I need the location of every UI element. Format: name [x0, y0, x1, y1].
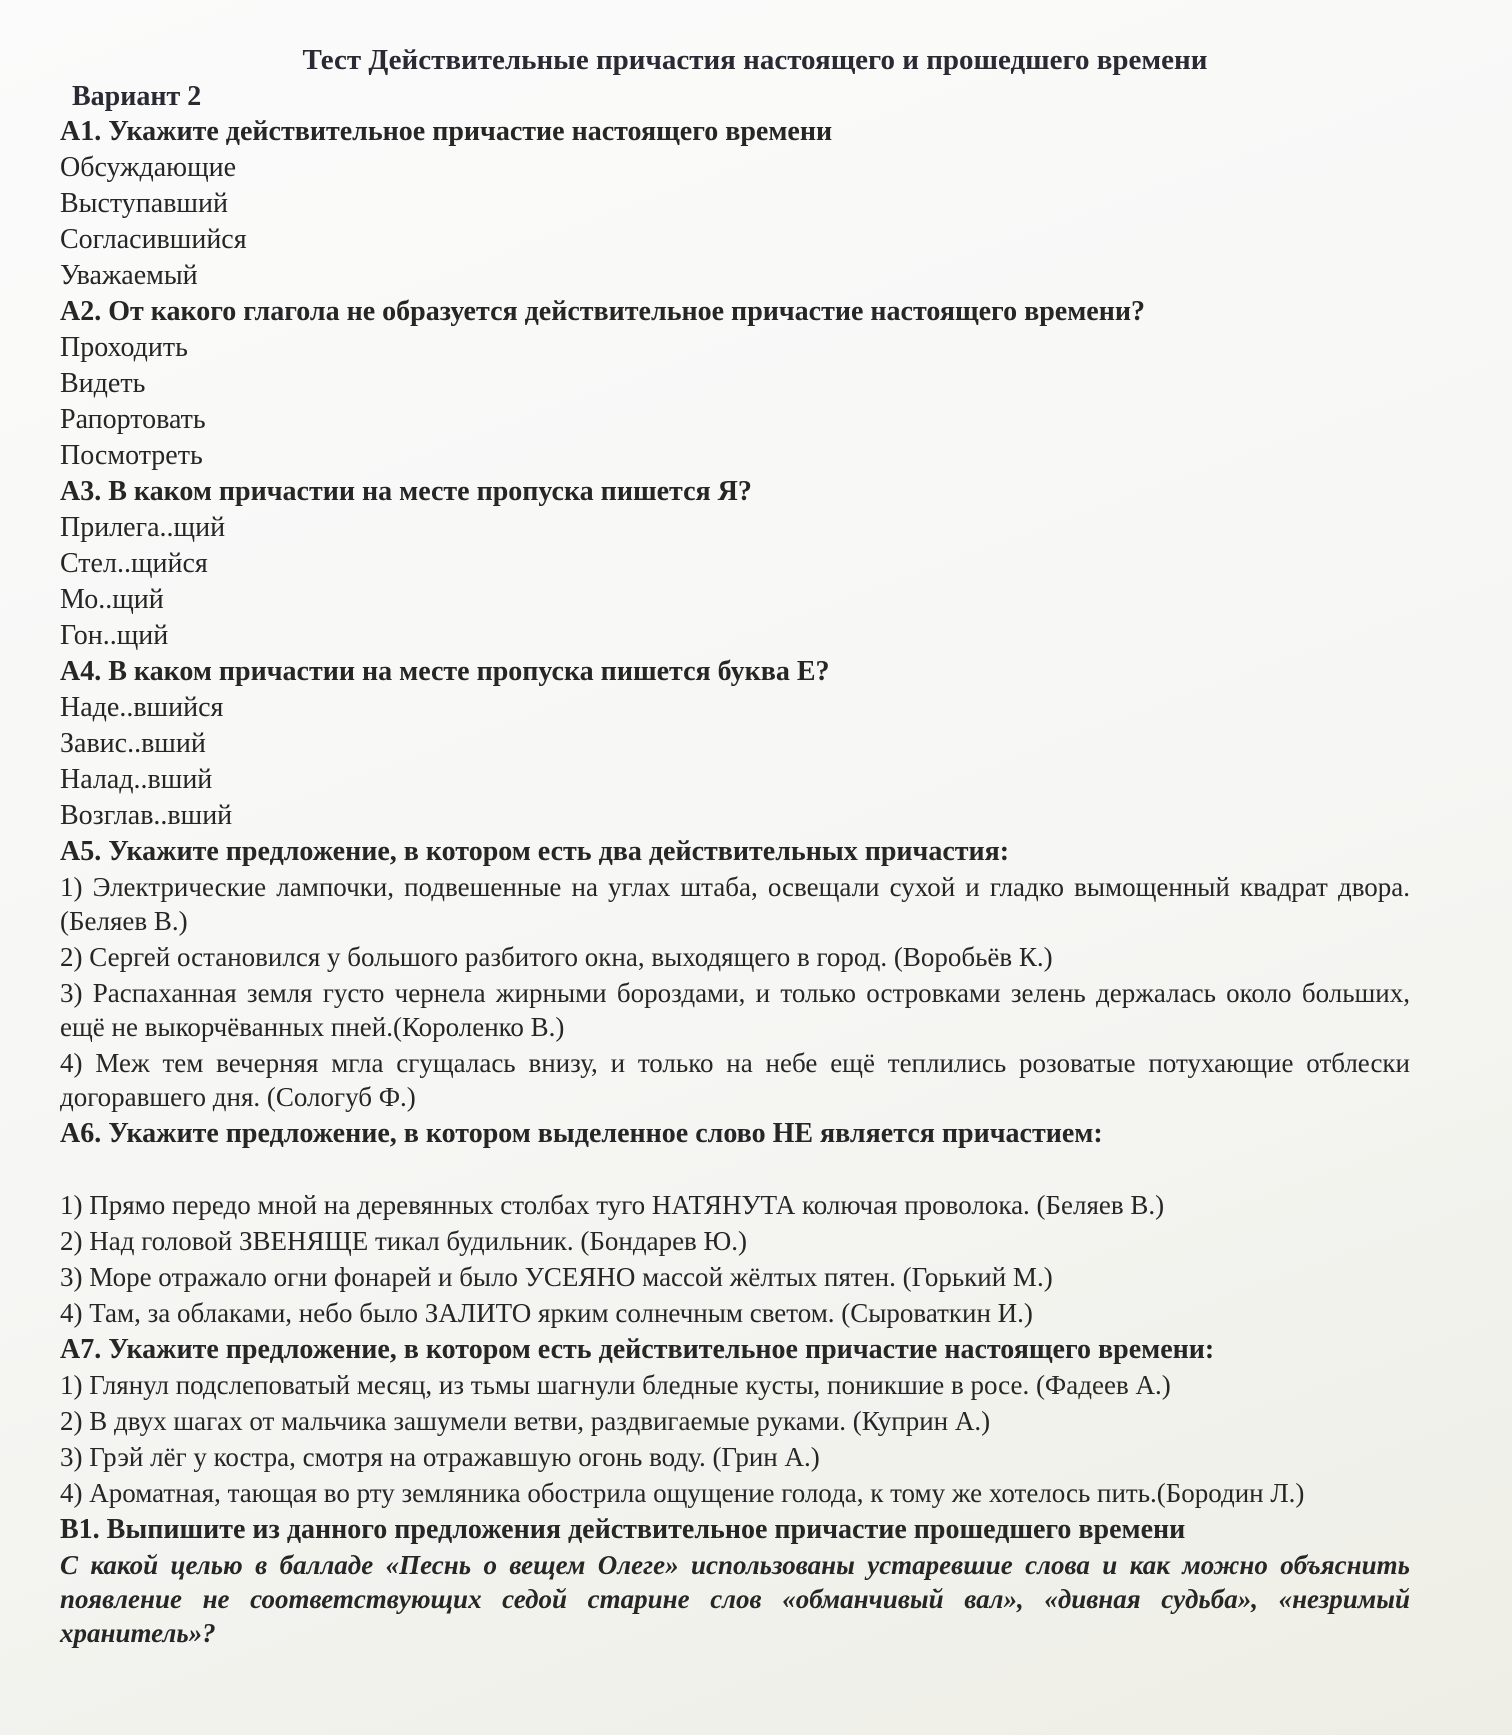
answer-option: Наде..вшийся [60, 692, 224, 723]
answer-option: Согласившийся [60, 224, 247, 255]
question-title: А2. От какого глагола не образуется действительное причастие настоящего времени? [60, 296, 1145, 327]
question-title: В1. Выпишите из данного предложения действительное причастие прошедшего времени [60, 1514, 1186, 1545]
answer-options [60, 330, 1410, 474]
answer-option: 4) Меж тем вечерняя мгла сгущалась внизу, и только на небе ещё теплились розоватые потухающие отблески догоравшего дня. (Сологуб Ф.) [60, 1048, 1410, 1112]
question-title: А4. В каком причастии на месте пропуска пишется буква Е? [60, 656, 830, 687]
answer-option: 4) Там, за облаками, небо было ЗАЛИТО ярким солнечным светом. (Сыроваткин И.) [60, 1298, 1033, 1328]
answer-options [60, 870, 1410, 1114]
answer-option: Прилега..щий [60, 512, 226, 543]
question-a2 [60, 294, 1410, 474]
question-a7 [60, 1332, 1410, 1510]
answer-option: 2) Над головой ЗВЕНЯЩЕ тикал будильник. (Бондарев Ю.) [60, 1226, 748, 1256]
answer-option: Выступавший [60, 188, 228, 219]
answer-option: Рапортовать [60, 404, 206, 435]
question-title: А7. Укажите предложение, в котором есть действительное причастие настоящего времени: [60, 1334, 1215, 1365]
answer-option: Завис..вший [60, 728, 206, 759]
answer-option: Гон..щий [60, 620, 169, 651]
answer-option: 3) Грэй лёг у костра, смотря на отражавшую огонь воду. (Грин А.) [60, 1442, 820, 1472]
answer-options [60, 1188, 1410, 1330]
answer-option: 2) Сергей остановился у большого разбитого окна, выходящего в город. (Воробьёв К.) [60, 942, 1053, 972]
answer-options [60, 510, 1410, 654]
question-a1 [60, 114, 1410, 294]
question-a6 [60, 1116, 1410, 1330]
test-title: Тест Действительные причастия настоящего и прошедшего времени [302, 44, 1208, 76]
answer-option: 1) Глянул подслеповатый месяц, из тьмы шагнули бледные кусты, поникшие в росе. (Фадеев А.) [60, 1370, 1171, 1400]
answer-option: Мо..щий [60, 584, 164, 615]
answer-option: Обсуждающие [60, 152, 237, 183]
answer-option: Видеть [60, 368, 146, 399]
question-title: А1. Укажите действительное причастие настоящего времени [60, 116, 833, 147]
answer-option: 3) Море отражало огни фонарей и было УСЕЯНО массой жёлтых пятен. (Горький М.) [60, 1262, 1053, 1292]
question-a3 [60, 474, 1410, 654]
test-page [60, 42, 1410, 1650]
variant-label: Вариант 2 [72, 81, 202, 112]
question-b1 [60, 1512, 1410, 1650]
question-title: А3. В каком причастии на месте пропуска пишется Я? [60, 476, 752, 507]
answer-option: Проходить [60, 332, 188, 363]
answer-option: 1) Прямо передо мной на деревянных столбах туго НАТЯНУТА колючая проволока. (Беляев В.) [60, 1190, 1165, 1220]
answer-option: Стел..щийся [60, 548, 208, 579]
question-title: А5. Укажите предложение, в котором есть два действительных причастия: [60, 836, 1010, 867]
question-a4 [60, 654, 1410, 834]
answer-option: Возглав..вший [60, 800, 233, 831]
answer-option: Уважаемый [60, 260, 198, 291]
question-title: А6. Укажите предложение, в котором выделенное слово НЕ является причастием: [60, 1118, 1103, 1149]
answer-option: 1) Электрические лампочки, подвешенные на углах штаба, освещали сухой и гладко вымощенный квадрат двора. (Беляев В.) [60, 872, 1410, 936]
answer-options [60, 690, 1410, 834]
answer-options [60, 150, 1410, 294]
task-sentence: С какой целью в балладе «Песнь о вещем Олеге» использованы устаревшие слова и как можно объяснить появление не соответствующих седой старине слов «обманчивый вал», «дивная судьба», «незримый хранитель»? [60, 1550, 1410, 1648]
answer-option: Посмотреть [60, 440, 203, 471]
answer-option: 4) Ароматная, тающая во рту земляника обострила ощущение голода, к тому же хотелось пить.(Бородин Л.) [60, 1478, 1305, 1508]
question-a5 [60, 834, 1410, 1114]
answer-option: 3) Распаханная земля густо чернела жирными бороздами, и только островками зелень держалась около больших, ещё не выкорчёванных пней.(Короленко В.) [60, 978, 1410, 1042]
answer-options [60, 1368, 1410, 1510]
answer-option: 2) В двух шагах от мальчика зашумели ветви, раздвигаемые руками. (Куприн А.) [60, 1406, 991, 1436]
blank-line [60, 1152, 1410, 1188]
answer-option: Налад..вший [60, 764, 213, 795]
